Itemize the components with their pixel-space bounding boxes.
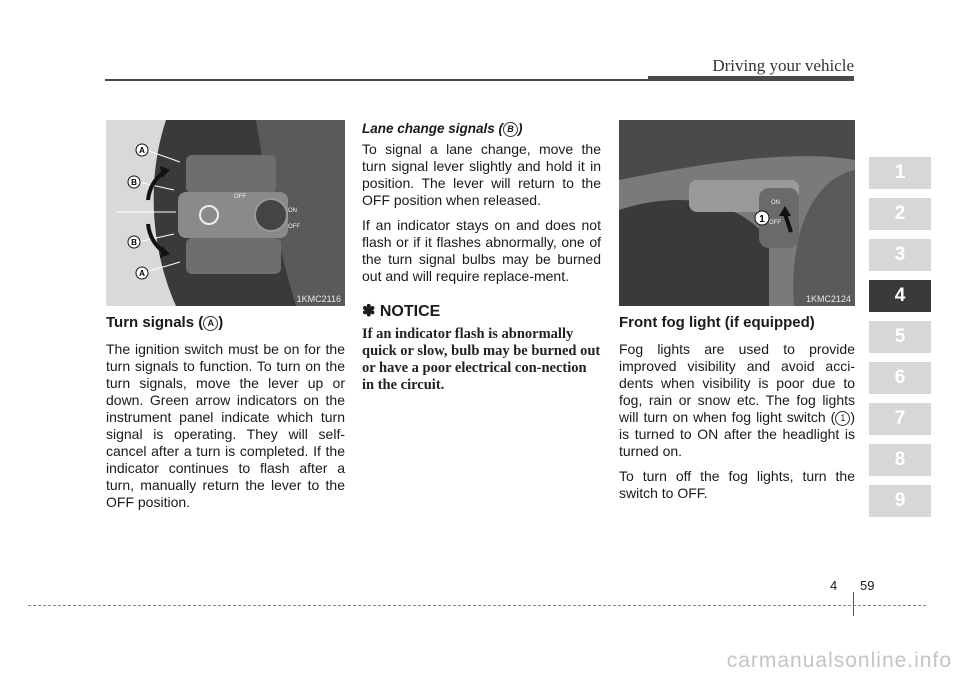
off-label-2: OFF xyxy=(288,224,300,230)
mark-a: A xyxy=(203,316,218,331)
lane-change-heading xyxy=(362,120,601,137)
footer-divider xyxy=(853,592,854,616)
fog-light-p2: To turn off the fog lights, turn the switch to OFF. xyxy=(619,468,855,501)
turn-signals-body: The ignition switch must be on for the turn signals to function. To turn on the turn signals, move the lever up or down. Green arrow indicators on the instrument panel indicate which turn signal is operating. They will self-cancel after a turn is completed. If the indicator continues to flash after a turn, manually return the lever to the OFF position. xyxy=(106,341,345,510)
watermark: carmanualsonline.info xyxy=(726,649,952,672)
fog-off-label: OFF xyxy=(769,220,781,226)
callout-b-top: B xyxy=(131,178,137,187)
lane-change-section xyxy=(362,120,601,394)
photo-code-left: 1KMC2116 xyxy=(296,294,341,304)
fog-light-photo xyxy=(619,120,855,306)
chapter-tab-5[interactable]: 5 xyxy=(869,321,931,353)
callout-a-top: A xyxy=(139,146,145,155)
header-title: Driving your vehicle xyxy=(712,56,854,75)
turn-signals-heading-end: ) xyxy=(218,314,224,331)
lane-change-p2: If an indicator stays on and does not flash or if it flashes abnormally, one of the turn signal bulbs may be burned out and will require replace-ment. xyxy=(362,217,601,284)
fog-light-p1 xyxy=(619,341,855,460)
chapter-tab-1[interactable]: 1 xyxy=(869,157,931,189)
turn-signals-heading-text: Turn signals ( xyxy=(106,314,204,331)
off-label: OFF xyxy=(234,194,246,200)
fog-light-p1-b: ) is turned to ON after the headlight is turned on. xyxy=(619,409,855,459)
chapter-tab-3[interactable]: 3 xyxy=(869,239,931,271)
callout-b-bottom: B xyxy=(131,238,137,247)
chapter-tab-6[interactable]: 6 xyxy=(869,362,931,394)
lane-change-heading-end: ) xyxy=(518,121,523,136)
chapter-tabs xyxy=(869,157,931,526)
fog-light-section xyxy=(619,314,855,510)
chapter-tab-4[interactable]: 4 xyxy=(869,280,931,312)
callout-1: 1 xyxy=(759,214,765,225)
fog-light-heading: Front fog light (if equipped) xyxy=(619,314,815,331)
photo-code-right: 1KMC2124 xyxy=(805,294,851,304)
fog-on-label: ON xyxy=(771,200,780,206)
header-rule-accent xyxy=(648,76,854,81)
chapter-tab-2[interactable]: 2 xyxy=(869,198,931,230)
page-section: 4 xyxy=(830,578,838,593)
on-label: ON xyxy=(288,208,297,214)
turn-signals-heading xyxy=(106,314,345,331)
turn-signal-photo xyxy=(106,120,345,306)
chapter-tab-8[interactable]: 8 xyxy=(869,444,931,476)
notice-body: If an indicator flash is abnormally quick or slow, bulb may be burned out or have a poor electrical con-nection in the circuit. xyxy=(362,326,601,393)
lane-change-p1: To signal a lane change, move the turn signal lever slightly and hold it in position. The lever will return to the OFF position when released. xyxy=(362,141,601,208)
fog-light-p1-a: Fog lights are used to provide improved visibility and avoid acci-dents when visibility is poor due to fog, rain or snow etc. The fog lights will turn on when fog light switch ( xyxy=(619,341,855,425)
mark-1: 1 xyxy=(835,411,850,426)
lane-change-heading-text: Lane change signals ( xyxy=(362,121,504,136)
turn-signal-illustration xyxy=(106,120,345,306)
callout-a-bottom: A xyxy=(139,269,145,278)
notice-title: ✽ NOTICE xyxy=(362,303,441,320)
page-number: 59 xyxy=(860,578,875,593)
turn-signals-section xyxy=(106,314,345,519)
chapter-tab-9[interactable]: 9 xyxy=(869,485,931,517)
chapter-tab-7[interactable]: 7 xyxy=(869,403,931,435)
footer-rule xyxy=(28,605,926,606)
fog-light-illustration xyxy=(619,120,855,306)
mark-b: B xyxy=(503,122,518,137)
